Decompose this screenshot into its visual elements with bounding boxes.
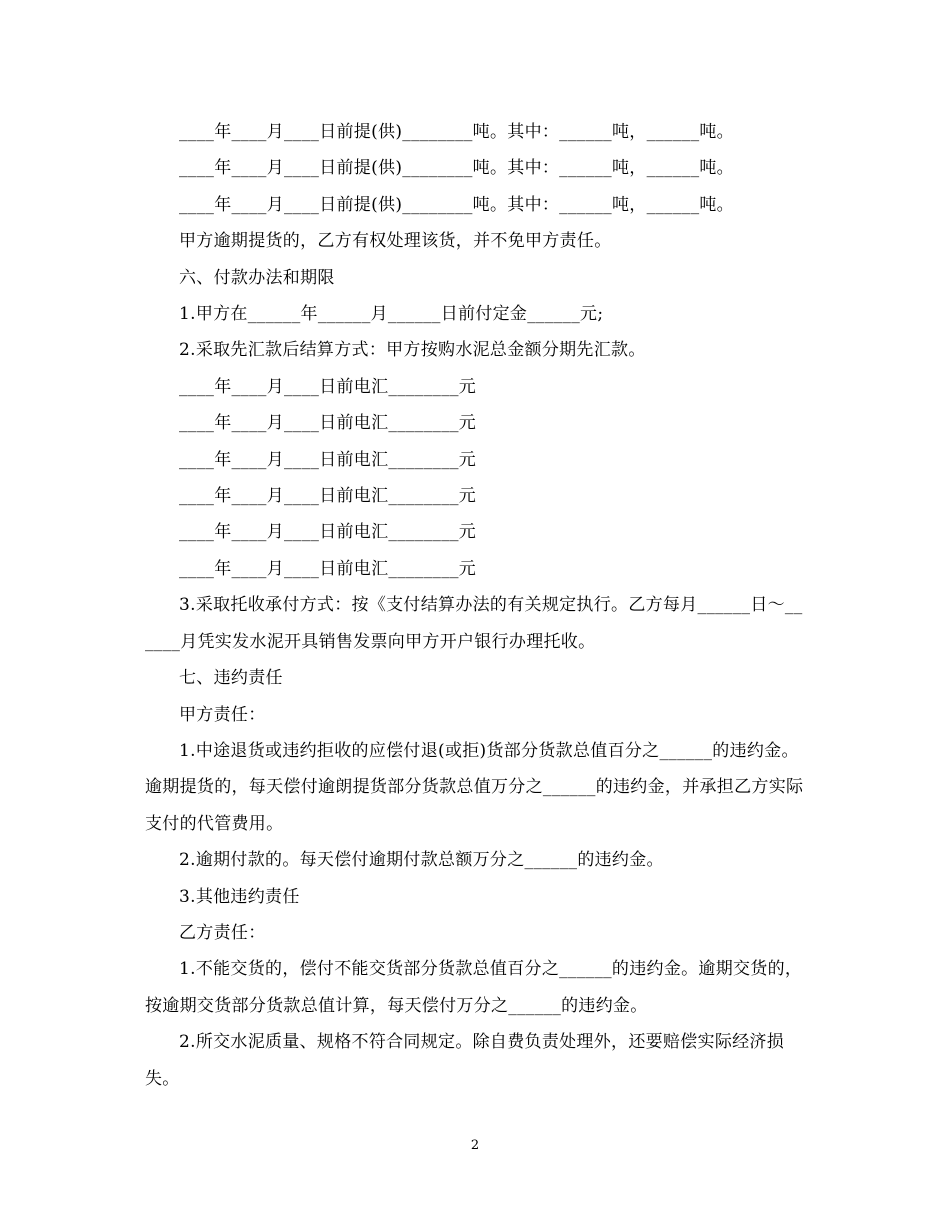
section-heading-payment: 六、付款办法和期限 xyxy=(179,267,335,288)
party-a-heading: 甲方责任： xyxy=(179,704,266,725)
collection-clause: 3.采取托收承付方式：按《支付结算办法的有关规定执行。乙方每月______日～______月凭实发水泥开具销售发票向甲方开户银行办理托收。 xyxy=(145,595,803,652)
section-heading-breach: 七、违约责任 xyxy=(179,668,283,689)
party-b-clause-2: 2.所交水泥质量、规格不符合同规定。除自费负责处理外，还要赔偿实际经济损失。 xyxy=(145,1032,785,1089)
delivery-schedule-line-1: ____年____月____日前提(供)________吨。其中：______吨，______吨。 xyxy=(179,122,734,142)
wire-transfer-line-4: ____年____月____日前电汇________元 xyxy=(179,486,477,507)
wire-transfer-line-6: ____年____月____日前电汇________元 xyxy=(179,558,477,579)
wire-transfer-line-2: ____年____月____日前电汇________元 xyxy=(179,413,477,434)
late-pickup-clause: 甲方逾期提货的，乙方有权处理该货，并不免甲方责任。 xyxy=(179,231,612,252)
prepayment-clause: 2.采取先汇款后结算方式：甲方按购水泥总金额分期先汇款。 xyxy=(179,340,646,361)
party-b-heading: 乙方责任： xyxy=(179,922,266,943)
wire-transfer-line-3: ____年____月____日前电汇________元 xyxy=(179,449,477,470)
party-a-clause-3: 3.其他违约责任 xyxy=(179,886,300,907)
page-number: 2 xyxy=(470,1138,480,1153)
delivery-schedule-line-3: ____年____月____日前提(供)________吨。其中：______吨，______吨。 xyxy=(179,194,734,215)
deposit-clause: 1.甲方在______年______月______日前付定金______元; xyxy=(179,304,604,325)
wire-transfer-line-1: ____年____月____日前电汇________元 xyxy=(179,376,477,397)
delivery-schedule-line-2: ____年____月____日前提(供)________吨。其中：______吨，______吨。 xyxy=(179,158,734,179)
party-a-clause-1: 1.中途退货或违约拒收的应偿付退(或拒)货部分货款总值百分之______的违约金。逾期提货的，每天偿付逾朗提货部分货款总值万分之______的违约金，并承担乙方实际支付的代管费用。 xyxy=(145,740,804,834)
party-a-clause-2: 2.逾期付款的。每天偿付逾期付款总额万分之______的违约金。 xyxy=(179,850,664,871)
document-body xyxy=(145,114,805,1097)
wire-transfer-line-5: ____年____月____日前电汇________元 xyxy=(179,522,477,543)
party-b-clause-1: 1.不能交货的，偿付不能交货部分货款总值百分之______的违约金。逾期交货的，按逾期交货部分货款总值计算，每天偿付万分之______的违约金。 xyxy=(145,959,803,1016)
